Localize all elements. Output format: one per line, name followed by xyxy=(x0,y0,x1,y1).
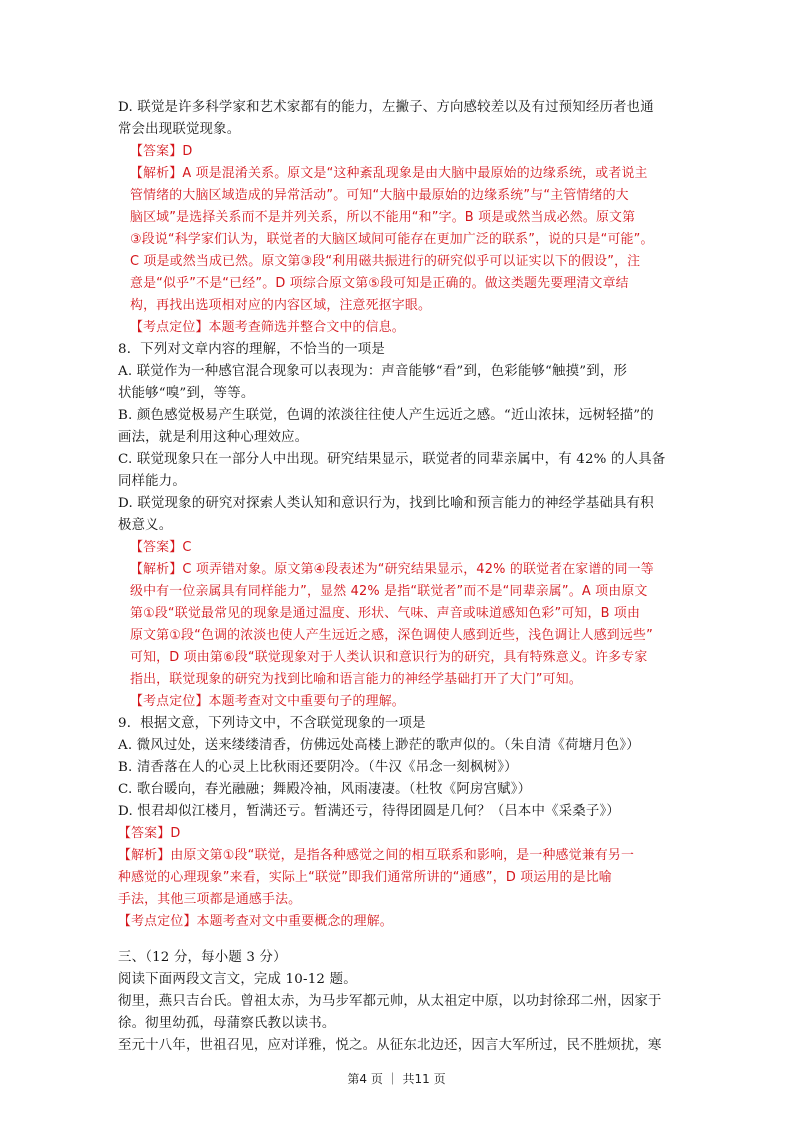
analysis-line: 手法，其他三项都是通感手法。 xyxy=(118,892,302,907)
analysis-line: 可知，D 项由第⑥段“联觉现象对于人类认识和意识行为的研究，具有特殊意义。许多专家 xyxy=(130,650,648,665)
exam-point-line: 【考点定位】本题考查对文中重要句子的理解。 xyxy=(130,694,405,709)
analysis-line: 脑区域”是选择关系而不是并列关系，所以不能用“和”字。B 项是或然当成必然。原文第 xyxy=(130,210,636,225)
passage-line: 彻里，燕只吉台氏。曾祖太赤，为马步军都元帅，从太祖定中原，以功封徐邳二州，因家于 xyxy=(118,994,662,1009)
analysis-line: 【解析】A 项是混淆关系。原文是“这种紊乱现象是由大脑中最原始的边缘系统，或者说主 xyxy=(130,166,648,181)
analysis-line: 第①段“联觉最常见的现象是通过温度、形状、气味、声音或味道感知色彩”可知，B 项由 xyxy=(130,606,641,621)
option-line: D. 联觉现象的研究对探索人类认知和意识行为，找到比喻和预言能力的神经学基础具有积 xyxy=(118,496,654,511)
page-footer: 第4 页 ｜ 共11 页 xyxy=(347,1072,446,1086)
instruction-line: 阅读下面两段文言文，完成 10-12 题。 xyxy=(118,972,357,987)
exam-point-line: 【考点定位】本题考查筛选并整合文中的信息。 xyxy=(130,320,405,335)
analysis-line: 【解析】C 项弄错对象。原文第④段表述为“研究结果显示，42% 的联觉者在家谱的同一等 xyxy=(130,562,654,577)
option-line: B. 清香落在人的心灵上比秋雨还要阴冷。（牛汉《吊念一刻枫树》） xyxy=(118,760,518,775)
option-line: 状能够“嗅”到，等等。 xyxy=(118,386,255,401)
option-line: C. 联觉现象只在一部分人中出现。研究结果显示，联觉者的同辈亲属中，有 42% 的人具备 xyxy=(118,452,666,467)
section-heading: 三、（12 分，每小题 3 分） xyxy=(118,950,287,965)
option-line: 同样能力。 xyxy=(118,474,186,489)
option-line: B. 颜色感觉极易产生联觉，色调的浓淡往往使人产生远近之感。“近山浓抹，远树轻描”的 xyxy=(118,408,654,423)
answer-line: 【答案】D xyxy=(118,826,181,841)
question-line: 9．根据文意，下列诗文中，不含联觉现象的一项是 xyxy=(118,716,426,731)
option-line: A. 联觉作为一种感官混合现象可以表现为：声音能够“看”到，色彩能够“触摸”到，形 xyxy=(118,364,628,379)
analysis-line: 【解析】由原文第①段“联觉，是指各种感觉之间的相互联系和影响，是一种感觉兼有另一 xyxy=(118,848,635,863)
analysis-line: 种感觉的心理现象”来看，实际上“联觉”即我们通常所讲的“通感”，D 项运用的是比喻 xyxy=(118,870,612,885)
analysis-line: 意是“似乎”不是“已经”。D 项综合原文第⑤段可知是正确的。做这类题先要理清文章结 xyxy=(130,276,629,291)
text-line: 常会出现联觉现象。 xyxy=(118,122,241,137)
answer-line: 【答案】D xyxy=(130,144,193,159)
option-line: 画法，就是利用这种心理效应。 xyxy=(118,430,309,445)
option-line: D. 恨君却似江楼月，暂满还亏。暂满还亏，待得团圆是几何？（吕本中《采桑子》） xyxy=(118,804,620,819)
analysis-line: 原文第①段“色调的浓淡也使人产生远近之感，深色调使人感到近些，浅色调让人感到远些” xyxy=(130,628,653,643)
exam-point-line: 【考点定位】本题考查对文中重要概念的理解。 xyxy=(118,914,393,929)
option-line: A. 微风过处，送来缕缕清香，仿佛远处高楼上渺茫的歌声似的。（朱自清《荷塘月色》） xyxy=(118,738,640,753)
text-line: D. 联觉是许多科学家和艺术家都有的能力，左撇子、方向感较差以及有过预知经历者也通 xyxy=(118,100,654,115)
passage-line: 徐。彻里幼孤，母蒲察氏教以读书。 xyxy=(118,1016,336,1031)
answer-line: 【答案】C xyxy=(130,540,192,555)
analysis-line: 构，再找出选项相对应的内容区域，注意死抠字眼。 xyxy=(130,298,432,313)
analysis-line: 管情绪的大脑区域造成的异常活动”。可知“大脑中最原始的边缘系统”与“主管情绪的大 xyxy=(130,188,629,203)
analysis-line: 指出，联觉现象的研究为找到比喻和语言能力的神经学基础打开了大门”可知。 xyxy=(130,672,582,687)
analysis-line: ③段说“科学家们认为，联觉者的大脑区域间可能存在更加广泛的联系”，说的只是“可能”。 xyxy=(130,232,654,247)
option-line: C. 歌台暖向，春光融融；舞殿冷袖，风雨凄凄。（杜牧《阿房宫赋》） xyxy=(118,782,532,797)
analysis-line: 级中有一位亲属具有同样能力”，显然 42% 是指“联觉者”而不是“同辈亲属”。A 项由原文 xyxy=(130,584,648,599)
analysis-line: C 项是或然当成已然。原文第③段“利用磁共振进行的研究似乎可以证实以下的假设”，注 xyxy=(130,254,641,269)
passage-line: 至元十八年，世祖召见，应对详雅，悦之。从征东北边还，因言大军所过，民不胜烦扰，寒 xyxy=(118,1038,662,1053)
option-line: 极意义。 xyxy=(118,518,173,533)
question-line: 8．下列对文章内容的理解，不恰当的一项是 xyxy=(118,342,385,357)
